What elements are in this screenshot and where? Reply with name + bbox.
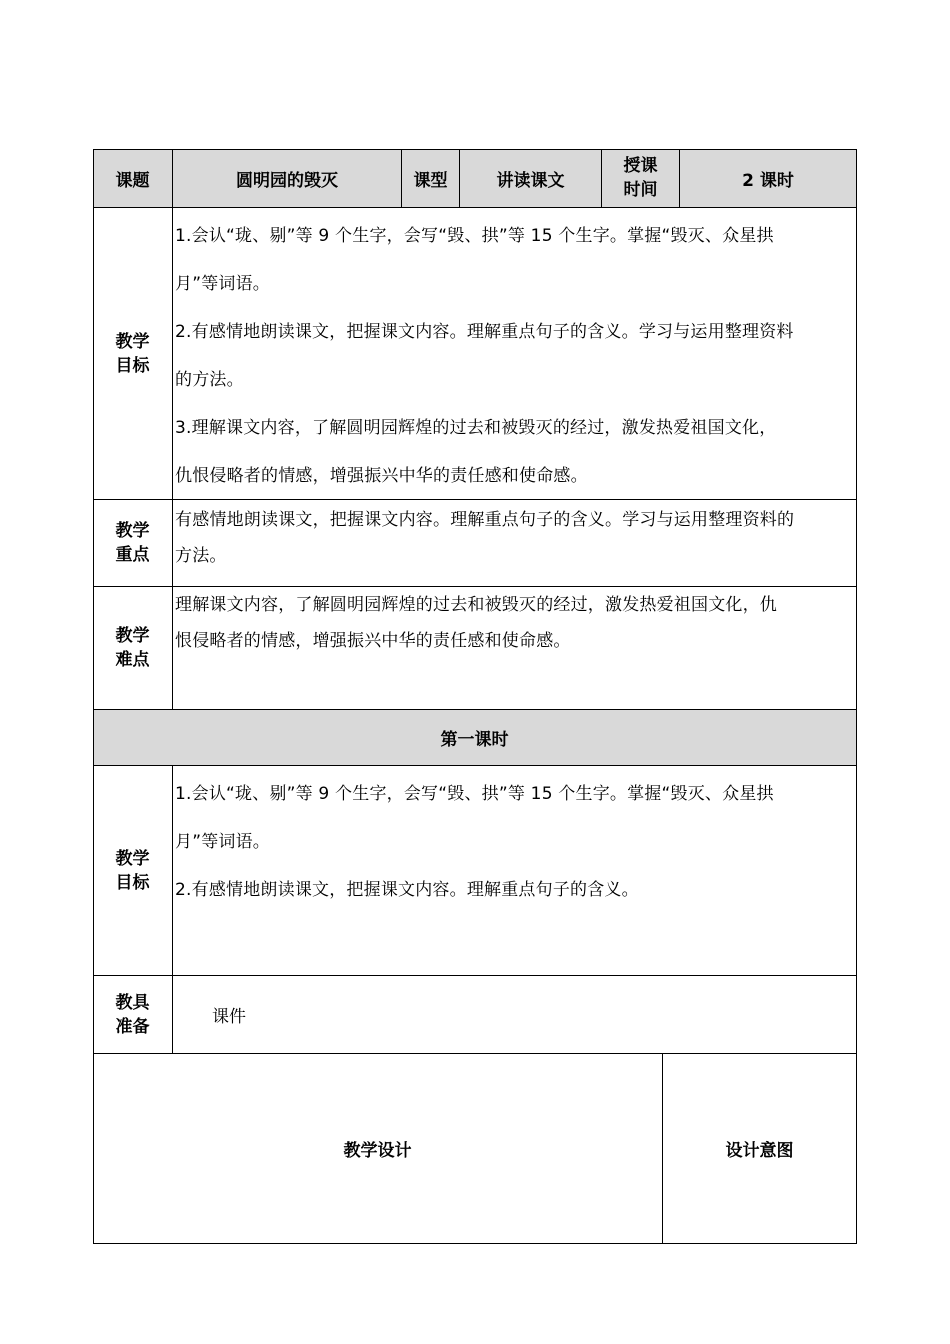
lesson1-objectives-label-line2: 目标 (115, 872, 150, 893)
key-points-label-line2: 重点 (115, 545, 150, 565)
lesson1-objective-line: 1.会认“珑、剔”等 9 个生字，会写“毁、拱”等 15 个生字。掌握“毁灭、众星拱 (175, 784, 774, 804)
difficulties-line: 理解课文内容，了解圆明园辉煌的过去和被毁灭的经过，激发热爱祖国文化，仇 (175, 595, 777, 615)
type-value: 讲读课文 (496, 170, 565, 191)
tools-label-line1: 教具 (115, 992, 150, 1013)
topic-value-cell (173, 149, 402, 208)
difficulties-label-line1: 教学 (115, 626, 150, 646)
objective-line: 的方法。 (175, 370, 244, 390)
time-label-cell (602, 149, 680, 208)
type-label-cell (402, 149, 460, 208)
time-label-line2: 时间 (623, 180, 658, 200)
type-label: 课型 (413, 170, 448, 191)
objectives-label-cell (93, 208, 173, 500)
objectives-label-line1: 教学 (115, 331, 150, 352)
key-points-line: 方法。 (175, 546, 227, 566)
tools-label-cell (93, 976, 173, 1054)
difficulties-label-cell (93, 587, 173, 710)
objective-line: 仇恨侵略者的情感，增强振兴中华的责任感和使命感。 (175, 466, 588, 486)
time-label-line1: 授课 (623, 156, 658, 176)
design-label: 教学设计 (343, 1141, 412, 1161)
lesson1-objectives-label-cell (93, 766, 173, 976)
topic-value: 圆明园的毁灭 (236, 170, 338, 191)
difficulties-label-line2: 难点 (115, 650, 150, 670)
lesson-plan-table (93, 149, 857, 1244)
difficulties-content-cell (173, 587, 857, 710)
type-value-cell (460, 149, 602, 208)
tools-label-line2: 准备 (115, 1016, 150, 1037)
lesson1-objective-line: 2.有感情地朗读课文，把握课文内容。理解重点句子的含义。 (175, 880, 639, 900)
objective-line: 2.有感情地朗读课文，把握课文内容。理解重点句子的含义。学习与运用整理资料 (175, 322, 794, 342)
objective-line: 1.会认“珑、剔”等 9 个生字，会写“毁、拱”等 15 个生字。掌握“毁灭、众星拱 (175, 226, 774, 246)
key-points-content-cell (173, 500, 857, 587)
lesson1-title: 第一课时 (440, 730, 509, 750)
key-points-line: 有感情地朗读课文，把握课文内容。理解重点句子的含义。学习与运用整理资料的 (175, 510, 795, 530)
objective-line: 3.理解课文内容，了解圆明园辉煌的过去和被毁灭的经过，激发热爱祖国文化， (175, 418, 777, 438)
lesson1-title-cell (93, 710, 857, 766)
time-value: 2 课时 (742, 170, 794, 191)
difficulties-line: 恨侵略者的情感，增强振兴中华的责任感和使命感。 (175, 631, 571, 651)
intent-label-cell (663, 1054, 857, 1244)
design-label-cell (93, 1054, 663, 1244)
objectives-label-line2: 目标 (115, 355, 150, 376)
lesson1-objectives-label-line1: 教学 (115, 848, 150, 869)
objectives-content-cell (173, 208, 857, 500)
topic-label: 课题 (115, 170, 150, 191)
time-value-cell (680, 149, 857, 208)
lesson1-objectives-content-cell (173, 766, 857, 976)
tools-value-cell (173, 976, 857, 1054)
objective-line: 月”等词语。 (175, 274, 271, 294)
topic-label-cell (93, 149, 173, 208)
key-points-label-line1: 教学 (115, 521, 150, 541)
key-points-label-cell (93, 500, 173, 587)
tools-value: 课件 (212, 1007, 246, 1027)
lesson1-objective-line: 月”等词语。 (175, 832, 271, 852)
intent-label: 设计意图 (725, 1141, 794, 1161)
